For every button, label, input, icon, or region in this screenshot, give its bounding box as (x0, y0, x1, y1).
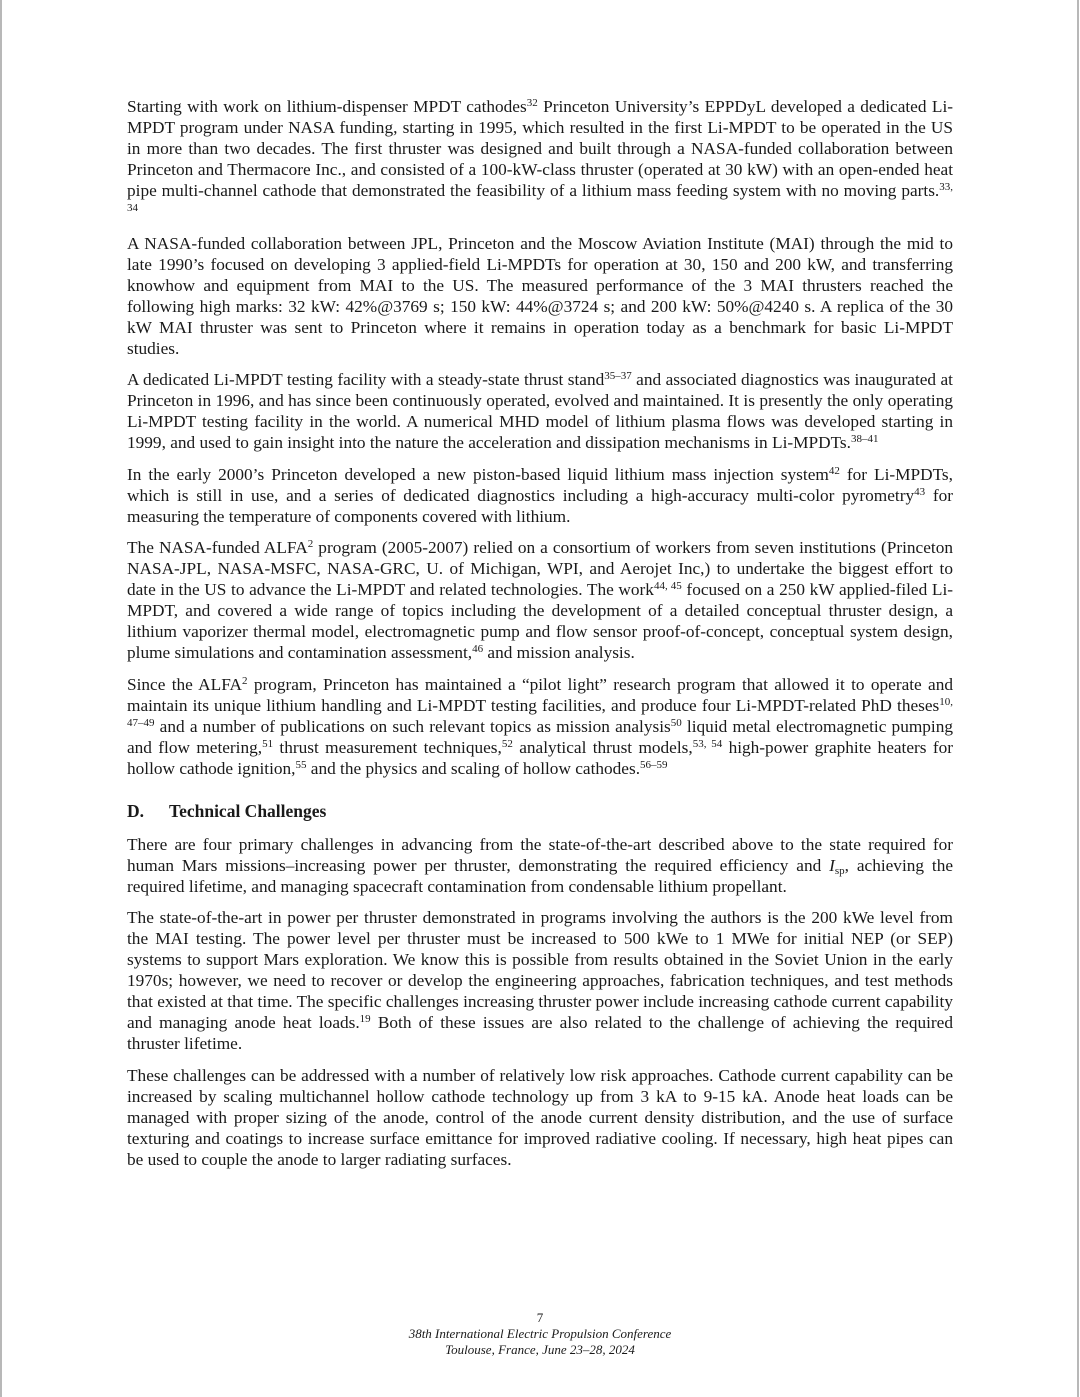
citation-superscript: 33, 34 (127, 181, 953, 214)
text-run: In the early 2000’s Princeton developed a new piston-based liquid lithium mass injection system (127, 464, 829, 484)
paragraph (127, 369, 953, 453)
page-border-right (1077, 0, 1079, 1397)
paragraph (127, 1065, 953, 1170)
section-title: Technical Challenges (169, 800, 327, 821)
citation-superscript: 10, 47–49 (127, 695, 953, 729)
text-run: liquid metal electromagnetic pumping and flow metering, (127, 716, 953, 757)
text-run: A NASA-funded collaboration between JPL, Princeton and the Moscow Aviation Institute (MAI) through the mid to late 1990’s focused on developing 3 applied-field Li-MPDTs for operation at 30, 150 and 200 kW, and transferring knowhow and equipment from MAI to the US. The measured performance of the 3 MAI thrusters reached the following high marks: 32 kW: 42%@3769 s; 150 kW: 44%@3724 s; and 200 kW: 50%@4240 s. A replica of the 30 kW MAI thruster was sent to Princeton where it remains in operation today as a benchmark for basic Li-MPDT studies. (127, 233, 953, 358)
section-number: D. (127, 800, 145, 821)
conference-location-date: Toulouse, France, June 23–28, 2024 (445, 1342, 635, 1357)
paragraph (127, 96, 953, 222)
paragraph (127, 834, 953, 897)
text-run: high-power graphite heaters for hollow cathode ignition, (127, 737, 953, 778)
citation-superscript: 43 (914, 485, 926, 498)
conference-name: 38th International Electric Propulsion Conference (408, 1326, 672, 1341)
citation-superscript: 19 (359, 1013, 371, 1025)
citation-superscript: 52 (501, 737, 513, 750)
page-footer (0, 1310, 1080, 1358)
text-run: , achieving the required lifetime, and managing spacecraft contamination from condensable lithium propellant. (127, 855, 954, 896)
citation-superscript: 55 (295, 758, 307, 771)
citation-superscript: 51 (262, 737, 274, 750)
text-run: Since the ALFA (127, 674, 243, 694)
text-run: The state-of-the-art in power per thruster demonstrated in programs involving the authors is the 200 kWe level from the MAI testing. The power level per thruster must be increased to 500 kWe to 1 MWe for initial NEP (or SEP) systems to support Mars exploration. We know this is possible from results obtained in the Soviet Union in the early 1970s; however, we need to recover or develop the engineering approaches, fabrication techniques, and test methods that existed at that time. The specific challenges increasing thruster power include increasing cathode current capability and managing anode heat loads. (127, 908, 953, 1032)
text-run: analytical thrust models, (512, 737, 693, 757)
paragraph (127, 464, 953, 527)
page-body (127, 96, 953, 1180)
citation-superscript: 32 (526, 97, 538, 109)
text-run: Both of these issues are also related to the challenge of achieving the required thruster lifetime. (127, 1013, 953, 1053)
text-run: focused on a 250 kW applied-filed Li-MPDT, and covered a wide range of topics including the development of a detailed conceptual thruster design, a lithium vaporizer thermal model, electromagnetic pump and flow sensor proof-of-concept, conceptual system design, plume simulations and contamination assessment, (127, 580, 954, 662)
text-run: Princeton University’s EPPDyL developed a dedicated Li-MPDT program under NASA funding, starting in 1995, which resulted in the first Li-MPDT to be operated in the US in more than two decades. The first thruster was designed and built through a NASA-funded collaboration between Princeton and Thermacore Inc., and consisted of a 100-kW-class thruster (operated at 30 kW) with an open-ended heat pipe multi-channel cathode that demonstrated the feasibility of a lithium mass feeding system with no moving parts. (127, 97, 953, 200)
citation-superscript: 2 (307, 538, 314, 550)
paragraph (127, 907, 953, 1054)
paragraph (127, 233, 953, 359)
text-run: and mission analysis. (483, 643, 635, 662)
text-run: and associated diagnostics was inaugurated at Princeton in 1996, and has since been continuously operated, evolved and maintained. It is presently the only operating Li-MPDT testing facility in the world. A numerical MHD model of lithium plasma flows was developed starting in 1999, and used to gain insight into the nature the acceleration and dissipation mechanisms in Li-MPDTs. (127, 370, 953, 452)
citation-superscript: 46 (472, 643, 484, 655)
italic-symbol: I (829, 855, 835, 875)
page-border-left (0, 0, 2, 1397)
paragraph (127, 674, 953, 779)
text-run: There are four primary challenges in advancing from the state-of-the-art described above to the state required for human Mars missions–increasing power per thruster, demonstrating the required efficiency and (127, 834, 953, 875)
citation-superscript: 56–59 (640, 758, 668, 771)
paragraphs-section (127, 834, 953, 1170)
paragraphs-top (127, 96, 953, 779)
citation-superscript: 44, 45 (653, 580, 682, 592)
text-run: thrust measurement techniques, (273, 737, 502, 757)
subscript: sp (834, 864, 845, 877)
text-run: program (2005-2007) relied on a consortium of workers from seven institutions (Princeton NASA-JPL, NASA-MSFC, NASA-GRC, U. of Michigan, WPI, and Aerojet Inc,) to undertake the biggest effort to date in the US to advance the Li-MPDT and related technologies. The work (127, 538, 953, 599)
citation-superscript: 50 (670, 716, 682, 729)
text-run: The NASA-funded ALFA (127, 538, 308, 557)
section-heading (127, 801, 953, 822)
text-run: A dedicated Li-MPDT testing facility with a steady-state thrust stand (127, 370, 605, 389)
citation-superscript: 2 (242, 674, 248, 687)
text-run: Starting with work on lithium-dispenser MPDT cathodes (127, 97, 527, 116)
text-run: for measuring the temperature of components covered with lithium. (127, 485, 953, 526)
citation-superscript: 53, 54 (692, 737, 723, 750)
citation-superscript: 42 (828, 464, 840, 477)
text-run: program, Princeton has maintained a “pilot light” research program that allowed it to operate and maintain its unique lithium handling and Li-MPDT testing facilities, and produce four Li-MPDT-related PhD theses (127, 674, 953, 715)
text-run: and a number of publications on such relevant topics as mission analysis (154, 716, 671, 736)
paragraph (127, 537, 953, 663)
citation-superscript: 38–41 (850, 433, 879, 445)
citation-superscript: 35–37 (604, 370, 632, 382)
text-run: These challenges can be addressed with a number of relatively low risk approaches. Cathode current capability can be increased by scaling multichannel hollow cathode technology up from 3 kA to 9-15 kA. Anode heat loads can be managed with proper sizing of the anode, control of the anode current density distribution, and the use of surface texturing and coatings to increase surface emittance for improved radiative cooling. If necessary, high heat pipes can be used to couple the anode to larger radiating surfaces. (127, 1065, 953, 1169)
text-run: for Li-MPDTs, which is still in use, and a series of dedicated diagnostics including a high-accuracy multi-color pyrometry (127, 464, 953, 505)
text-run: and the physics and scaling of hollow cathodes. (306, 758, 641, 778)
page-number: 7 (536, 1310, 544, 1325)
